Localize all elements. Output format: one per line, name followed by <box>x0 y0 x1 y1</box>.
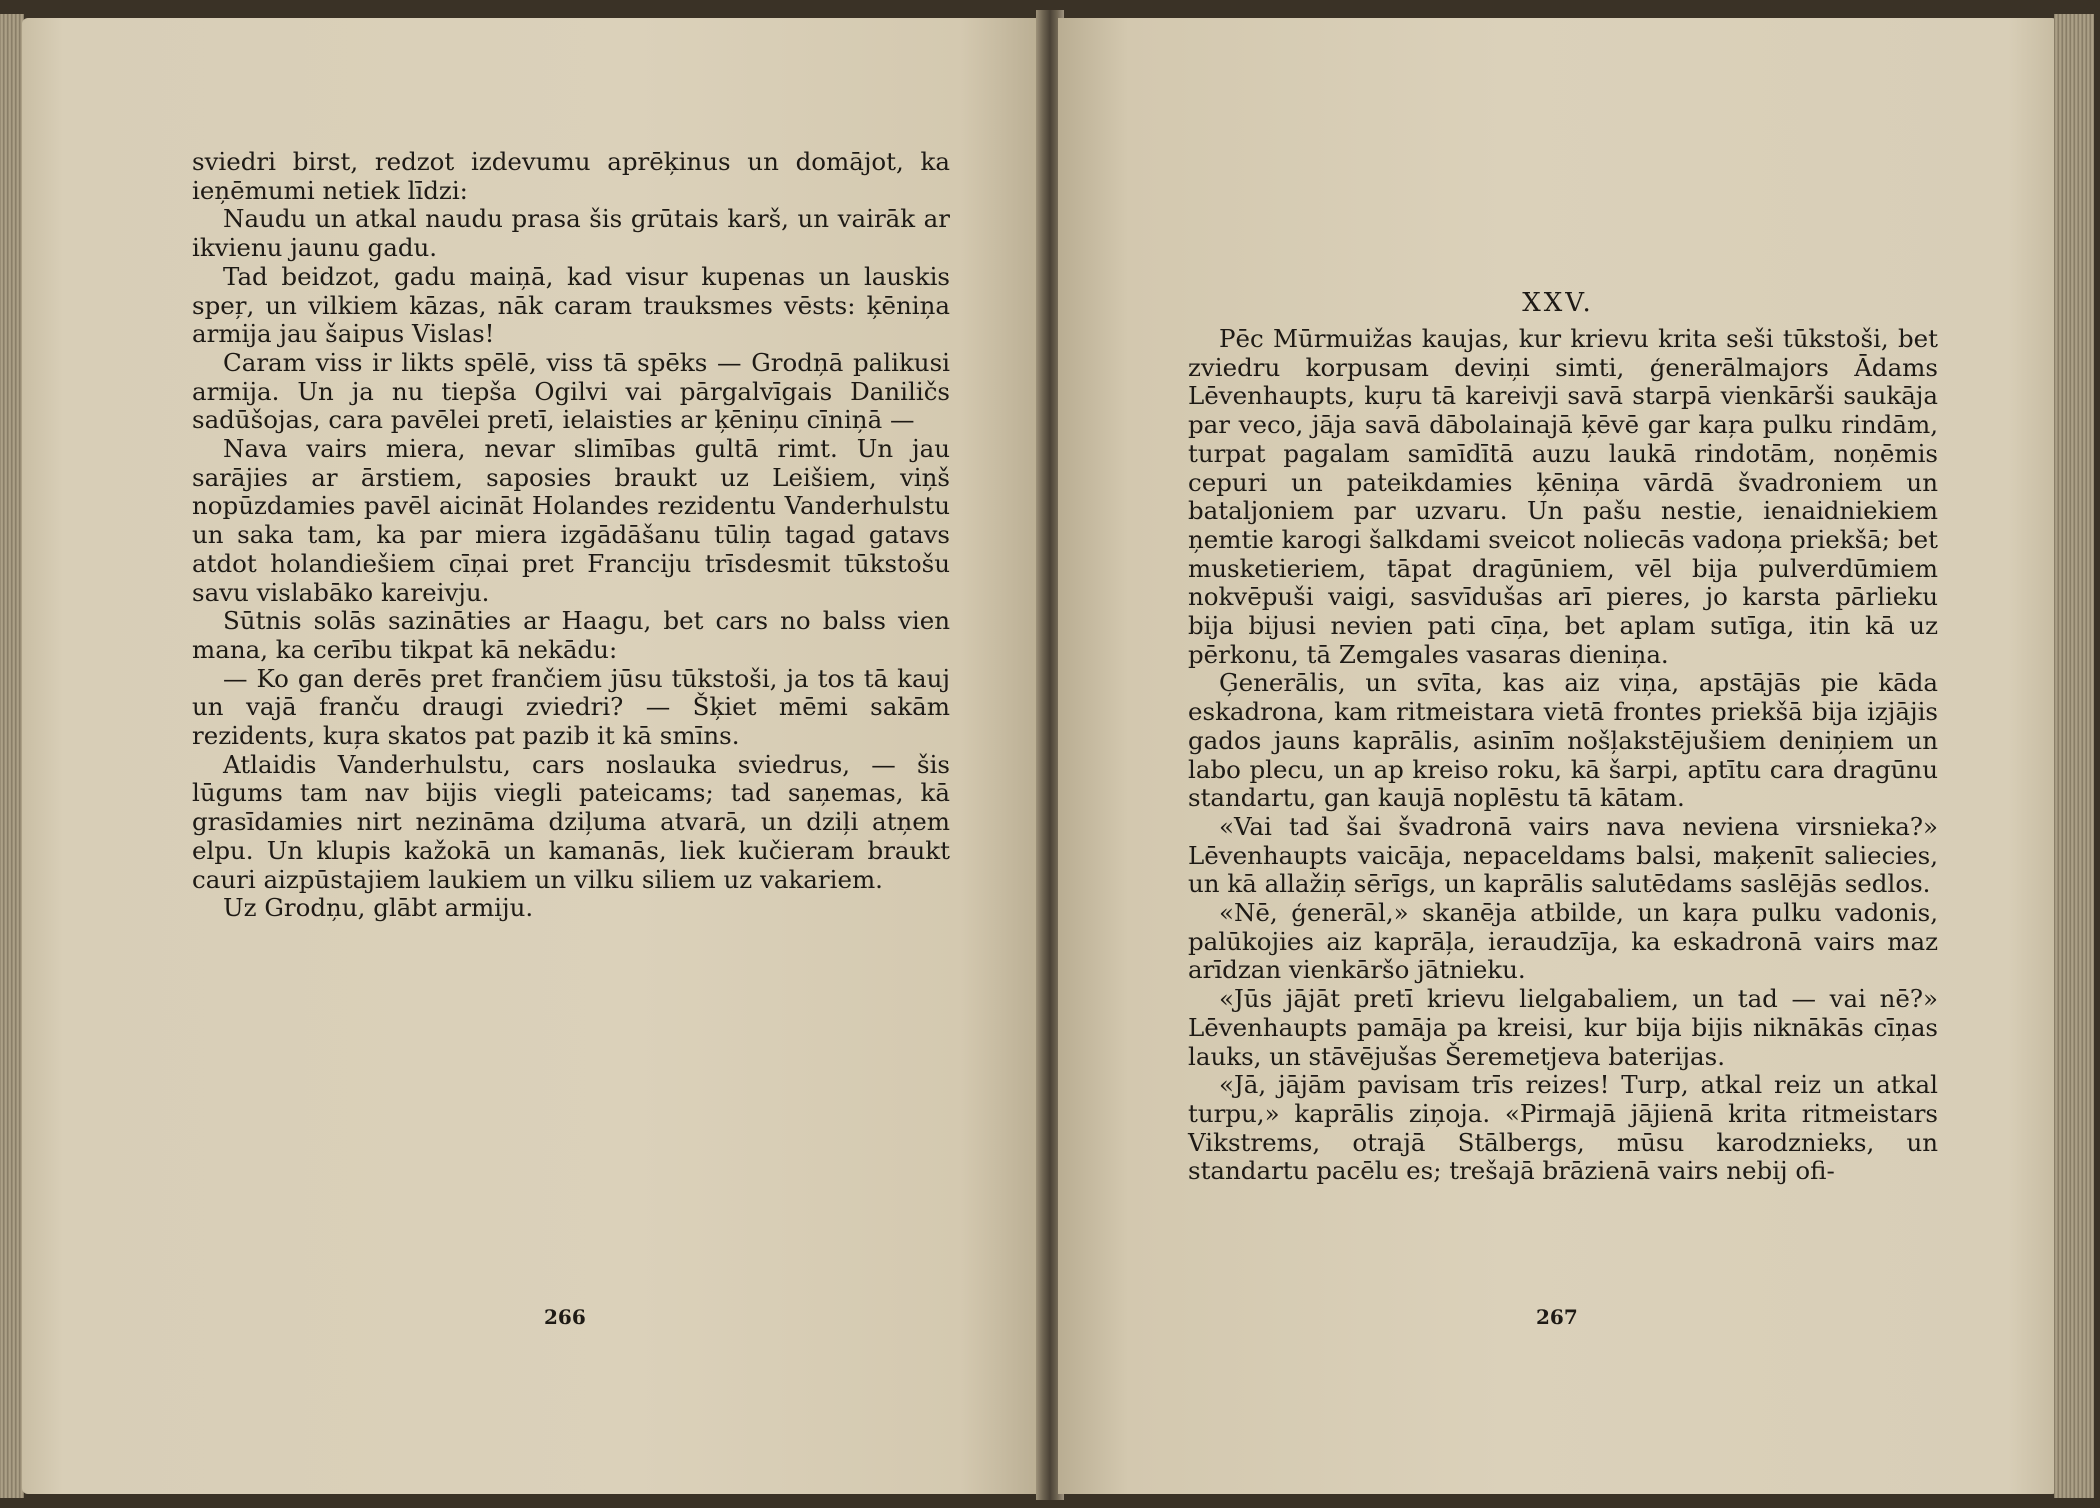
paragraph: «Jūs jājāt pretī krievu lielgabaliem, un tad — vai nē?» Lēvenhaupts pamāja pa kreisi, kur bija bijis niknākās cīņas lauks, un stāvējušas Šeremetjeva baterijas. <box>1188 984 1938 1071</box>
paragraph: Sūtnis solās sazināties ar Haagu, bet cars no balss vien mana, ka cerību tikpat kā nekādu: <box>192 606 950 664</box>
left-page <box>22 18 1042 1494</box>
paragraph: sviedri birst, redzot izdevumu aprēķinus un domājot, ka ieņēmumi netiek līdzi: <box>192 147 950 205</box>
paragraph: Nava vairs miera, nevar slimības gultā rimt. Un jau sarājies ar ārstiem, saposies braukt uz Leišiem, viņš nopūzdamies pavēl aicināt Holandes rezidentu Vanderhulstu un saka tam, ka par miera izgādāšanu tūliņ tagad gatavs atdot holandiešiem cīņai pret Franciju trīsdesmit tūkstošu savu vislabāko kareivju. <box>192 434 950 607</box>
paragraph: «Nē, ģenerāl,» skanēja atbilde, un kaŗa pulku vadonis, palūkojies aiz kaprāļa, ieraudzīja, ka eskadronā vairs maz arīdzan vienkāršo jātnieku. <box>1188 898 1938 985</box>
paragraph: «Jā, jājām pavisam trīs reizes! Turp, atkal reiz un atkal turpu,» kaprālis ziņoja. «Pirmajā jājienā krita ritmeistars Vikstrems, otrajā Stālbergs, mūsu karodznieks, un standartu pacēlu es; trešajā brāzienā vairs nebij ofi- <box>1188 1070 1938 1186</box>
paragraph: Ģenerālis, un svīta, kas aiz viņa, apstājās pie kāda eskadrona, kam ritmeistara vietā frontes priekšā bija izjājis gados jauns kaprālis, asinīm nošļakstējušiem deniņiem un labo plecu, un ap kreiso roku, kā šarpi, aptītu cara dragūnu standartu, gan kaujā noplēstu tā kātam. <box>1188 668 1938 813</box>
left-page-number: 266 <box>544 1305 586 1329</box>
chapter-heading: XXV. <box>1522 288 1594 318</box>
paragraph: «Vai tad šai švadronā vairs nava neviena virsnieka?» Lēvenhaupts vaicāja, nepaceldams balsi, maķenīt saliecies, un kā allažiņ sērīgs, un kaprālis salutēdams saslējās sedlos. <box>1188 811 1938 899</box>
right-page-number: 267 <box>1536 1305 1578 1329</box>
paragraph: Atlaidis Vanderhulstu, cars noslauka sviedrus, — šis lūgums tam nav bijis viegli pateicams; tad saņemas, kā grasīdamies nirt nezināma dziļuma atvarā, un dziļi atņem elpu. Un klupis kažokā un kamanās, liek kučieram braukt cauri aizpūstajiem laukiem un vilku siliem uz vakariem. <box>192 749 950 894</box>
book-edge-right <box>2054 14 2094 1498</box>
right-page <box>1058 18 2058 1494</box>
paragraph: Naudu un atkal naudu prasa šis grūtais karš, un vairāk ar ikvienu jaunu gadu. <box>192 204 950 263</box>
paragraph: Uz Grodņu, glābt armiju. <box>223 893 534 923</box>
paragraph: Pēc Mūrmuižas kaujas, kur krievu krita seši tūkstoši, bet zviedru korpusam deviņi simti, ģenerālmajors Ādams Lēvenhaupts, kuŗu tā kareivji savā starpā vienkārši saukāja par veco, jāja savā dābolainajā ķēvē gar kaŗa pulku rindām, turpat pagalam samīdītā auzu laukā rindotām, noņēmis cepuri un pateikdamies ķēniņa vārdā švadroniem un bataljoniem par uzvaru. Un pašu nestie, ienaidniekiem ņemtie karogi šalkdami sveicot noliecās vadoņa priekšā; bet musketieriem, tāpat dragūniem, vēl bija pulverdūmiem nokvēpuši vaigi, sasvīdušas arī pieres, jo karsta pārlieku bija bijusi nevien pati cīņa, bet aplam sutīga, itin kā uz pērkonu, tā Zemgales vasaras dieniņa. <box>1188 324 1938 669</box>
right-page-text <box>1188 325 1938 1186</box>
paragraph: Caram viss ir likts spēlē, viss tā spēks — Grodņā palikusi armija. Un ja nu tiepša Ogilvi vai pārgalvīgais Daniličs sadūšojas, cara pavēlei pretī, ielaisties ar ķēniņu cīniņā — <box>192 347 950 435</box>
paragraph: Tad beidzot, gadu maiņā, kad visur kupenas un lauskis speŗ, un vilkiem kāzas, nāk caram trauksmes vēsts: ķēniņa armija jau šaipus Vislas! <box>192 261 950 349</box>
paragraph: — Ko gan derēs pret frančiem jūsu tūkstoši, ja tos tā kauj un vajā franču draugi zviedri? — Šķiet mēmi sakām rezidents, kuŗa skatos pat pazib it kā smīns. <box>192 663 950 751</box>
left-page-text <box>192 148 950 923</box>
book-edge-left <box>0 14 24 1498</box>
